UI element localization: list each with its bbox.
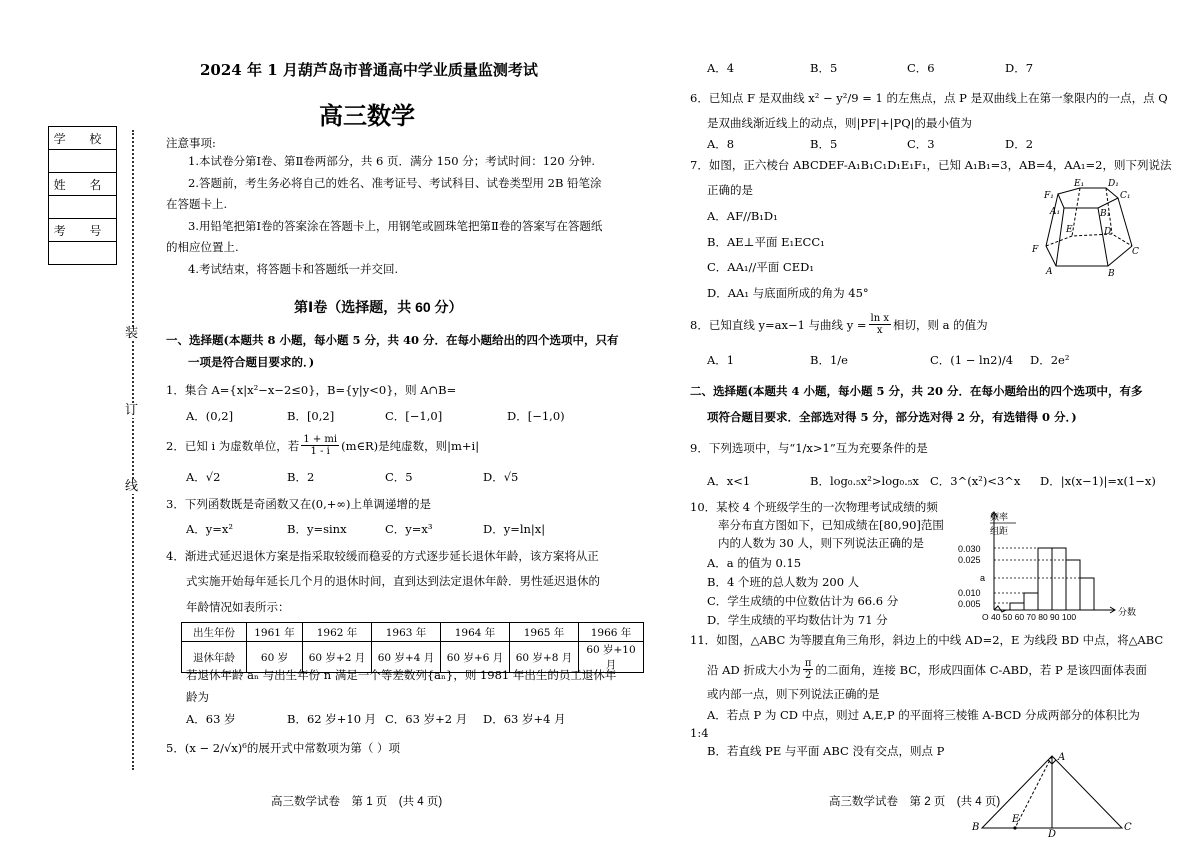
binding-char-1: 装 bbox=[125, 326, 139, 341]
fig7-label: F bbox=[1032, 245, 1039, 255]
q10-option-a: A．a 的值为 0.15 bbox=[707, 556, 802, 570]
q7-option-d: D．AA₁ 与底面所成的角为 45° bbox=[707, 286, 869, 300]
binding-char-3: 线 bbox=[125, 479, 139, 494]
q7-option-b: B．AE⊥平面 E₁ECC₁ bbox=[707, 235, 825, 249]
binding-line bbox=[132, 130, 134, 770]
q8-option-c: C．(1 − ln2)/4 bbox=[930, 353, 1014, 367]
q10-option-d: D．学生成绩的平均数估计为 71 分 bbox=[707, 613, 888, 627]
q3-option-a: A．y=x² bbox=[186, 522, 234, 536]
fig7-label: D₁ bbox=[1108, 179, 1119, 189]
section1-title: 第Ⅰ卷（选择题，共 60 分） bbox=[294, 299, 463, 315]
q4-option-a: A．63 岁 bbox=[186, 712, 236, 726]
fig11-label: C bbox=[1124, 822, 1132, 833]
q2-option-a: A．√2 bbox=[186, 470, 221, 484]
hist-ytick: a bbox=[980, 573, 986, 583]
hist-bar bbox=[1024, 593, 1038, 610]
q9-option-a: A．x<1 bbox=[707, 474, 751, 488]
q1-option-a: A．(0,2] bbox=[186, 409, 234, 423]
part1-heading-2: 一项是符合题目要求的．) bbox=[188, 355, 315, 369]
q2-frac-den: 1 - i bbox=[310, 446, 330, 457]
q5-option-d: D．7 bbox=[1005, 61, 1034, 75]
q8-frac-num: ln x bbox=[870, 313, 889, 324]
table-cell: 60 岁+4 月 bbox=[372, 642, 441, 673]
q8-suffix: 相切，则 a 的值为 bbox=[892, 317, 988, 332]
q4-after-2: 龄为 bbox=[186, 690, 209, 704]
fig7-label: B bbox=[1108, 269, 1115, 279]
hist-ylabel-top: 频率 bbox=[990, 512, 1009, 522]
note-3: 3.用铅笔把第Ⅰ卷的答案涂在答题卡上，用钢笔或圆珠笔把第Ⅱ卷的答案写在答题纸 bbox=[188, 219, 603, 233]
q2-suffix: (m∈R)是纯虚数，则|m+i| bbox=[341, 438, 480, 453]
fig7-label: D bbox=[1104, 227, 1112, 237]
table-cell: 60 岁+8 月 bbox=[510, 642, 579, 673]
q8-frac-den: x bbox=[876, 325, 883, 336]
hist-xticks: O 40 50 60 70 80 90 100 bbox=[982, 612, 1077, 622]
table-cell: 出生年份 bbox=[182, 623, 247, 642]
q5-expression: (x − 2/√x)⁶ bbox=[184, 741, 247, 755]
table-cell: 60 岁 bbox=[247, 642, 303, 673]
fig7-label: A₁ bbox=[1050, 207, 1061, 217]
note-4: 4.考试结束，将答题卡和答题纸一并交回. bbox=[188, 262, 399, 276]
note-2: 2.答题前，考生务必将自己的姓名、准考证号、考试科目、试卷类型用 2B 铅笔涂 bbox=[188, 176, 602, 190]
info-cell-name: 姓 名 bbox=[49, 173, 116, 196]
hist-bar bbox=[1038, 548, 1052, 610]
fig7-label: F₁ bbox=[1044, 191, 1054, 201]
question-8 bbox=[690, 313, 988, 336]
fig11-label: A bbox=[1058, 752, 1066, 763]
q1-option-c: C．[−1,0] bbox=[385, 409, 443, 423]
q5-suffix: 的展开式中常数项为第（ ）项 bbox=[246, 741, 401, 755]
q11-fraction bbox=[803, 658, 814, 681]
question-11-line-3: 或内部一点，则下列说法正确的是 bbox=[707, 687, 880, 701]
q2-option-d: D．√5 bbox=[483, 470, 519, 484]
q4-option-c: C．63 岁+2 月 bbox=[385, 712, 468, 726]
q3-option-c: C．y=x³ bbox=[385, 522, 433, 536]
fig11-label: D bbox=[1048, 829, 1057, 838]
hist-bar bbox=[1052, 548, 1066, 610]
q7-option-c: C．AA₁//平面 CED₁ bbox=[707, 260, 814, 274]
retirement-table bbox=[181, 622, 644, 673]
hist-ytick: 0.025 bbox=[958, 555, 981, 565]
question-5 bbox=[166, 741, 400, 755]
q11-option-a-2: 1:4 bbox=[690, 726, 709, 740]
question-11-line-1: 11．如图，△ABC 为等腰直角三角形，斜边上的中线 AD=2，E 为线段 BD 中点，将△ABC bbox=[690, 633, 1164, 647]
q11-line2-suffix: 的二面角，连接 BC，形成四面体 C-ABD，若 P 是该四面体表面 bbox=[815, 662, 1147, 677]
table-cell: 60 岁+10 月 bbox=[579, 642, 644, 673]
q2-fraction bbox=[301, 434, 339, 457]
hist-ytick: 0.005 bbox=[958, 599, 981, 609]
hist-ylabel-bottom: 组距 bbox=[990, 526, 1009, 536]
q1-option-d: D．[−1,0) bbox=[507, 409, 565, 423]
info-cell-name-blank[interactable] bbox=[49, 196, 116, 219]
question-11-line-2 bbox=[707, 658, 1147, 681]
question-3: 3．下列函数既是奇函数又在(0,+∞)上单调递增的是 bbox=[166, 497, 431, 511]
question-7-line-1: 7．如图，正六棱台 ABCDEF-A₁B₁C₁D₁E₁F₁，已知 A₁B₁=3，AB=4，AA₁=2，则下列说法 bbox=[690, 158, 1172, 172]
table-cell: 1964 年 bbox=[441, 623, 510, 642]
q8-option-a: A．1 bbox=[707, 353, 735, 367]
q5-prefix: 5． bbox=[166, 741, 185, 755]
q6-option-d: D．2 bbox=[1005, 137, 1034, 151]
fig7-label: C₁ bbox=[1120, 191, 1131, 201]
q1-option-b: B．[0,2] bbox=[287, 409, 335, 423]
hist-bar bbox=[1080, 578, 1094, 610]
q4-option-d: D．63 岁+4 月 bbox=[483, 712, 566, 726]
question-4-line-2: 式实施开始每年延长几个月的退休时间，直到达到法定退休年龄．男性延迟退休的 bbox=[186, 574, 600, 588]
q8-prefix: 8．已知直线 y=ax−1 与曲线 y = bbox=[690, 317, 867, 332]
q5-option-c: C．6 bbox=[907, 61, 935, 75]
fig11-label: E bbox=[1012, 814, 1020, 825]
q2-prefix: 2．已知 i 为虚数单位，若 bbox=[166, 438, 300, 453]
question-6-line-1: 6．已知点 F 是双曲线 x² − y²/9 = 1 的左焦点，点 P 是双曲线上在第一象限内的一点，点 Q bbox=[690, 91, 1168, 105]
page-1-footer: 高三数学试卷 第 1 页 (共 4 页) bbox=[271, 796, 443, 808]
table-cell: 1961 年 bbox=[247, 623, 303, 642]
notes-heading: 注意事项: bbox=[166, 136, 216, 150]
question-10-line-3: 内的人数为 30 人，则下列说法正确的是 bbox=[718, 536, 924, 550]
q4-after-1: 若退休年龄 aₙ 与出生年份 n 满足一个等差数列{aₙ}，则 1981 年出生的员工退休年 bbox=[186, 668, 617, 682]
table-cell: 退休年龄 bbox=[182, 642, 247, 673]
table-cell: 60 岁+6 月 bbox=[441, 642, 510, 673]
q10-option-c: C．学生成绩的中位数估计为 66.6 分 bbox=[707, 594, 899, 608]
question-10-line-2: 率分布直方图如下，已知成绩在[80,90]范围 bbox=[718, 518, 944, 532]
question-4-line-3: 年龄情况如表所示： bbox=[186, 600, 290, 614]
hist-ytick: 0.030 bbox=[958, 544, 981, 554]
q11-option-a: A．若点 P 为 CD 中点，则过 A,E,P 的平面将三棱锥 A-BCD 分成两部分的体积比为 bbox=[707, 708, 1140, 722]
q9-option-c: C．3^(x²)<3^x bbox=[930, 474, 1021, 488]
q6-option-a: A．8 bbox=[707, 137, 735, 151]
fig7-label: B₁ bbox=[1100, 209, 1111, 219]
q3-option-d: D．y=ln|x| bbox=[483, 522, 546, 536]
subject-title: 高三数学 bbox=[319, 103, 415, 130]
q3-option-b: B．y=sinx bbox=[287, 522, 347, 536]
q5-option-a: A．4 bbox=[707, 61, 735, 75]
q9-option-d: D．|x(x−1)|=x(1−x) bbox=[1040, 474, 1156, 488]
binding-char-2: 订 bbox=[125, 403, 139, 418]
question-10-line-1: 10．某校 4 个班级学生的一次物理考试成绩的频 bbox=[690, 500, 938, 514]
q9-option-b: B．log₀.₅x²>log₀.₅x bbox=[810, 474, 919, 488]
question-1: 1．集合 A={x|x²−x−2≤0}，B={y|y<0}，则 A∩B= bbox=[166, 383, 457, 397]
part1-heading: 一、选择题(本题共 8 小题，每小题 5 分，共 40 分．在每小题给出的四个选项中，只有 bbox=[166, 333, 619, 347]
table-cell: 1963 年 bbox=[372, 623, 441, 642]
hist-bar bbox=[1010, 603, 1024, 610]
frequency-histogram bbox=[958, 508, 1148, 624]
q8-fraction bbox=[869, 313, 891, 336]
table-cell: 1966 年 bbox=[579, 623, 644, 642]
q2-option-b: B．2 bbox=[287, 470, 315, 484]
fig11-label: B bbox=[972, 822, 980, 833]
q8-option-d: D．2e² bbox=[1030, 353, 1070, 367]
hist-xlabel: 分数 bbox=[1118, 607, 1137, 617]
hist-bar bbox=[1066, 560, 1080, 610]
fig7-label: A bbox=[1046, 267, 1053, 277]
q4-option-b: B．62 岁+10 月 bbox=[287, 712, 377, 726]
q6-option-c: C．3 bbox=[907, 137, 935, 151]
part2-heading-2: 项符合题目要求．全部选对得 5 分，部分选对得 2 分，有选错得 0 分．) bbox=[707, 410, 1077, 424]
student-info-box bbox=[48, 126, 117, 265]
q11-frac-den: 2 bbox=[804, 670, 812, 681]
fig7-label: E bbox=[1066, 225, 1073, 235]
q10-option-b: B．4 个班的总人数为 200 人 bbox=[707, 575, 860, 589]
hist-ytick: 0.010 bbox=[958, 588, 981, 598]
table-row bbox=[182, 623, 644, 642]
note-3b: 的相应位置上. bbox=[166, 240, 239, 254]
triangle-figure bbox=[960, 748, 1140, 838]
q5-option-b: B．5 bbox=[810, 61, 838, 75]
q2-option-c: C．5 bbox=[385, 470, 413, 484]
q11-line2-prefix: 沿 AD 折成大小为 bbox=[707, 662, 801, 677]
info-cell-school: 学 校 bbox=[49, 127, 116, 150]
q2-frac-num: 1 + mi bbox=[303, 434, 338, 445]
info-cell-id-blank[interactable] bbox=[49, 242, 116, 264]
table-cell: 1962 年 bbox=[303, 623, 372, 642]
fig7-label: C bbox=[1132, 247, 1139, 257]
table-cell: 1965 年 bbox=[510, 623, 579, 642]
q11-frac-num: π bbox=[804, 658, 812, 669]
exam-title: 2024 年 1 月葫芦岛市普通高中学业质量监测考试 bbox=[200, 61, 538, 79]
q7-option-a: A．AF//B₁D₁ bbox=[707, 209, 778, 223]
q11-option-b: B．若直线 PE 与平面 ABC 没有交点，则点 P bbox=[707, 744, 945, 758]
question-4-line-1: 4．渐进式延迟退休方案是指采取较缓而稳妥的方式逐步延长退休年龄，该方案将从正 bbox=[166, 549, 599, 563]
page-2-footer: 高三数学试卷 第 2 页 (共 4 页) bbox=[829, 796, 1001, 808]
note-2b: 在答题卡上. bbox=[166, 197, 228, 211]
table-cell: 60 岁+2 月 bbox=[303, 642, 372, 673]
q8-option-b: B．1/e bbox=[810, 353, 848, 367]
part2-heading: 二、选择题(本题共 4 小题，每小题 5 分，共 20 分．在每小题给出的四个选项中，有多 bbox=[690, 384, 1143, 398]
q6-option-b: B．5 bbox=[810, 137, 838, 151]
question-2 bbox=[166, 434, 479, 457]
note-1: 1.本试卷分第Ⅰ卷、第Ⅱ卷两部分，共 6 页．满分 150 分；考试时间：120 分钟. bbox=[188, 154, 595, 168]
hexagonal-frustum-figure bbox=[1028, 176, 1140, 280]
question-7-line-2: 正确的是 bbox=[707, 183, 753, 197]
info-cell-id: 考 号 bbox=[49, 219, 116, 242]
fig7-label: E₁ bbox=[1074, 179, 1085, 189]
question-6-line-2: 是双曲线渐近线上的动点，则|PF|+|PQ|的最小值为 bbox=[707, 116, 973, 130]
info-cell-school-blank[interactable] bbox=[49, 150, 116, 173]
question-9: 9．下列选项中，与“1/x>1”互为充要条件的是 bbox=[690, 441, 928, 455]
